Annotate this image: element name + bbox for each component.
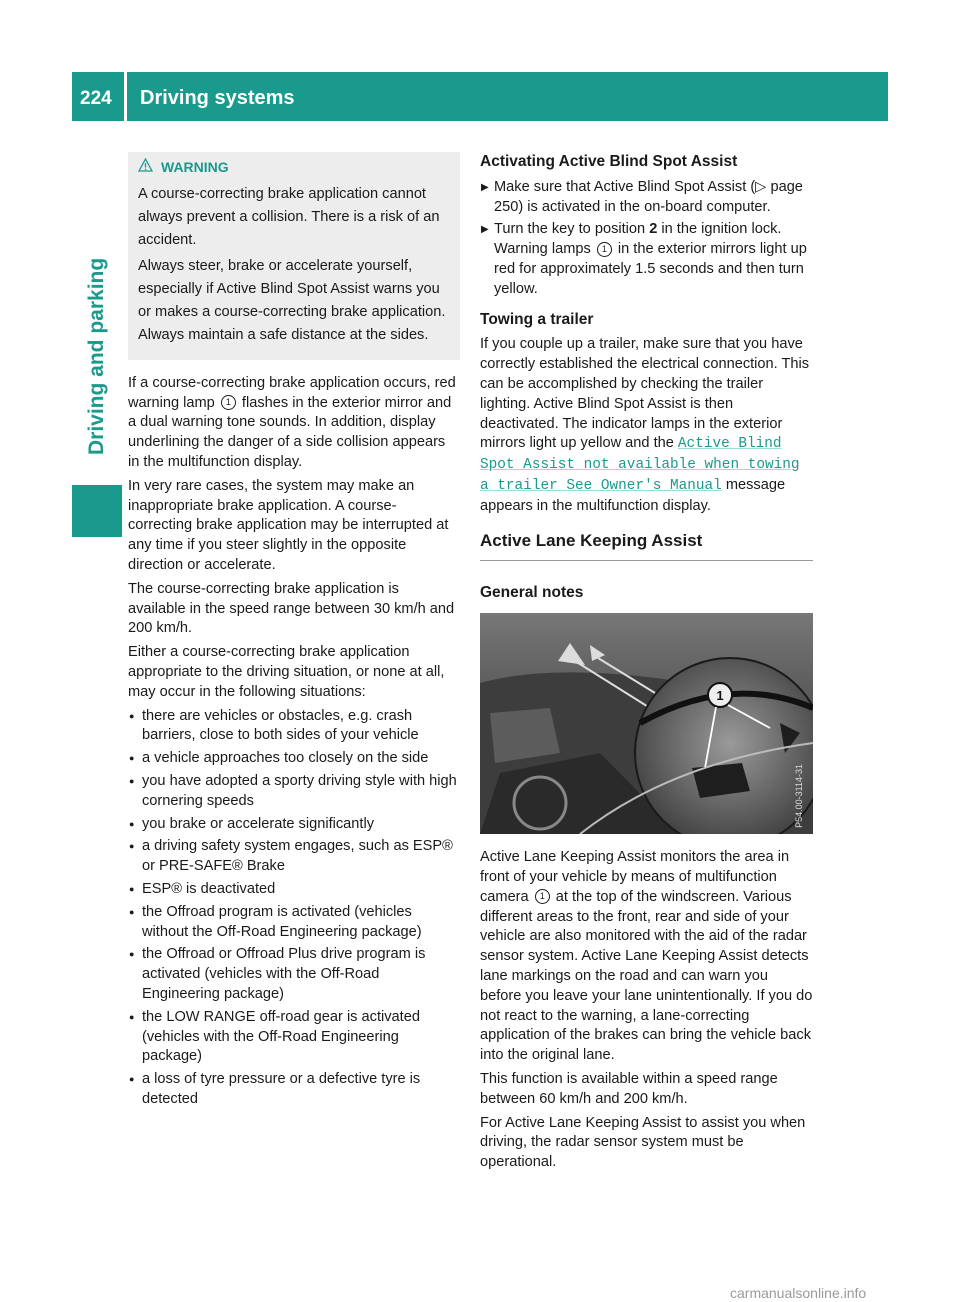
- callout-1-icon: 1: [597, 242, 612, 257]
- step-item: ▶ Make sure that Active Blind Spot Assist (▷ page 250) is activated in the on-board computer.: [480, 178, 813, 218]
- page-number: 224: [80, 88, 112, 109]
- right-column: [480, 152, 813, 1177]
- svg-text:1: 1: [716, 688, 724, 704]
- warning-text: Always steer, brake or accelerate yourself, especially if Active Blind Spot Assist warns you or makes a course-correcting brake application. Always maintain a safe distance at the sides.: [138, 257, 446, 343]
- paragraph: For Active Lane Keeping Assist to assist you when driving, the radar sensor system must be operational.: [480, 1114, 806, 1171]
- paragraph: This function is available within a speed range between 60 km/h and 200 km/h.: [480, 1070, 778, 1107]
- situation-list: [128, 707, 460, 1110]
- page-title: Driving systems: [140, 87, 295, 109]
- list-item: ● the Offroad program is activated (vehicles without the Off-Road Engineering package): [128, 903, 460, 943]
- list-item: ● you brake or accelerate significantly: [128, 815, 460, 835]
- list-item: ● a vehicle approaches too closely on the side: [128, 749, 460, 769]
- warning-text: A course-correcting brake application cannot always prevent a collision. There is a risk of an accident.: [138, 185, 440, 248]
- warning-box: [128, 152, 460, 360]
- section-heading: Activating Active Blind Spot Assist: [480, 153, 738, 170]
- step-item: ▶ Turn the key to position 2 in the ignition lock. Warning lamps 1 in the exterior mirrors light up red for approximately 1.5 seconds and then turn yellow.: [480, 220, 813, 299]
- list-item: ● a driving safety system engages, such as ESP® or PRE-SAFE® Brake: [128, 837, 460, 877]
- callout-1-icon: 1: [535, 889, 550, 904]
- paragraph: If you couple up a trailer, make sure that you have correctly established the electrical connection. This can be accomplished by checking the trailer lighting. Active Blind Spot Assist is then deactivated. The indicator lamps in the exterior mirrors light up yellow and the Active Blind Spot Assist not available when towing a trailer See Owner's Manual message appears in the multifunction display.: [480, 336, 810, 514]
- list-item: ● the LOW RANGE off-road gear is activated (vehicles with the Off-Road Engineering package): [128, 1008, 460, 1067]
- chapter-tab-marker: [72, 485, 122, 537]
- paragraph: Either a course-correcting brake application appropriate to the driving situation, or none at all, may occur in the following situations:: [128, 644, 445, 700]
- paragraph: If a course-correcting brake application occurs, red warning lamp 1 flashes in the exterior mirror and a dual warning tone sounds. In addition, display underlining the danger of a side collision appears in the multifunction display.: [128, 374, 456, 470]
- step-list: [480, 178, 813, 300]
- chapter-tab-label: Driving and parking: [85, 257, 108, 455]
- paragraph: In very rare cases, the system may make an inappropriate brake application. A course-correcting brake application may be interrupted at any time if you steer slightly in the opposite direction or accelerate.: [128, 477, 449, 573]
- warning-label: WARNING: [161, 159, 229, 175]
- display-message: Active Blind Spot Assist not available when towing a trailer See Owner's Manual: [480, 436, 800, 494]
- section-heading: Towing a trailer: [480, 310, 594, 328]
- list-item: ● a loss of tyre pressure or a defective tyre is detected: [128, 1070, 460, 1110]
- callout-1-icon: 1: [221, 395, 236, 410]
- header-divider: [124, 72, 127, 121]
- left-column: [128, 152, 460, 1113]
- windscreen-camera-figure: [480, 613, 813, 834]
- list-item: ● ESP® is deactivated: [128, 880, 460, 900]
- figure-code: P54.00-3114-31: [794, 764, 805, 829]
- warning-heading: [138, 158, 452, 178]
- list-item: ● there are vehicles or obstacles, e.g. crash barriers, close to both sides of your vehicle: [128, 707, 460, 747]
- site-watermark: carmanualsonline.info: [730, 1285, 867, 1301]
- section-heading: Active Lane Keeping Assist: [480, 530, 703, 550]
- list-item: ● you have adopted a sporty driving style with high cornering speeds: [128, 772, 460, 812]
- paragraph: The course-correcting brake application is available in the speed range between 30 km/h and 200 km/h.: [128, 580, 455, 637]
- paragraph: Active Lane Keeping Assist monitors the area in front of your vehicle by means of multifunction camera 1 at the top of the windscreen. Various different areas to the front, rear and side of your vehicle are also monitored with the aid of the radar sensor system. Active Lane Keeping Assist detects lane markings on the road and can warn you before you leave your lane unintentionally. If you do not react to the warning, a lane-correcting application of the brakes can bring the vehicle back into the original lane.: [480, 849, 813, 1064]
- section-divider: [480, 531, 813, 562]
- subsection-heading: General notes: [480, 584, 584, 602]
- warning-triangle-icon: [138, 158, 153, 178]
- list-item: ● the Offroad or Offroad Plus drive program is activated (vehicles with the Off-Road Engineering package): [128, 945, 460, 1004]
